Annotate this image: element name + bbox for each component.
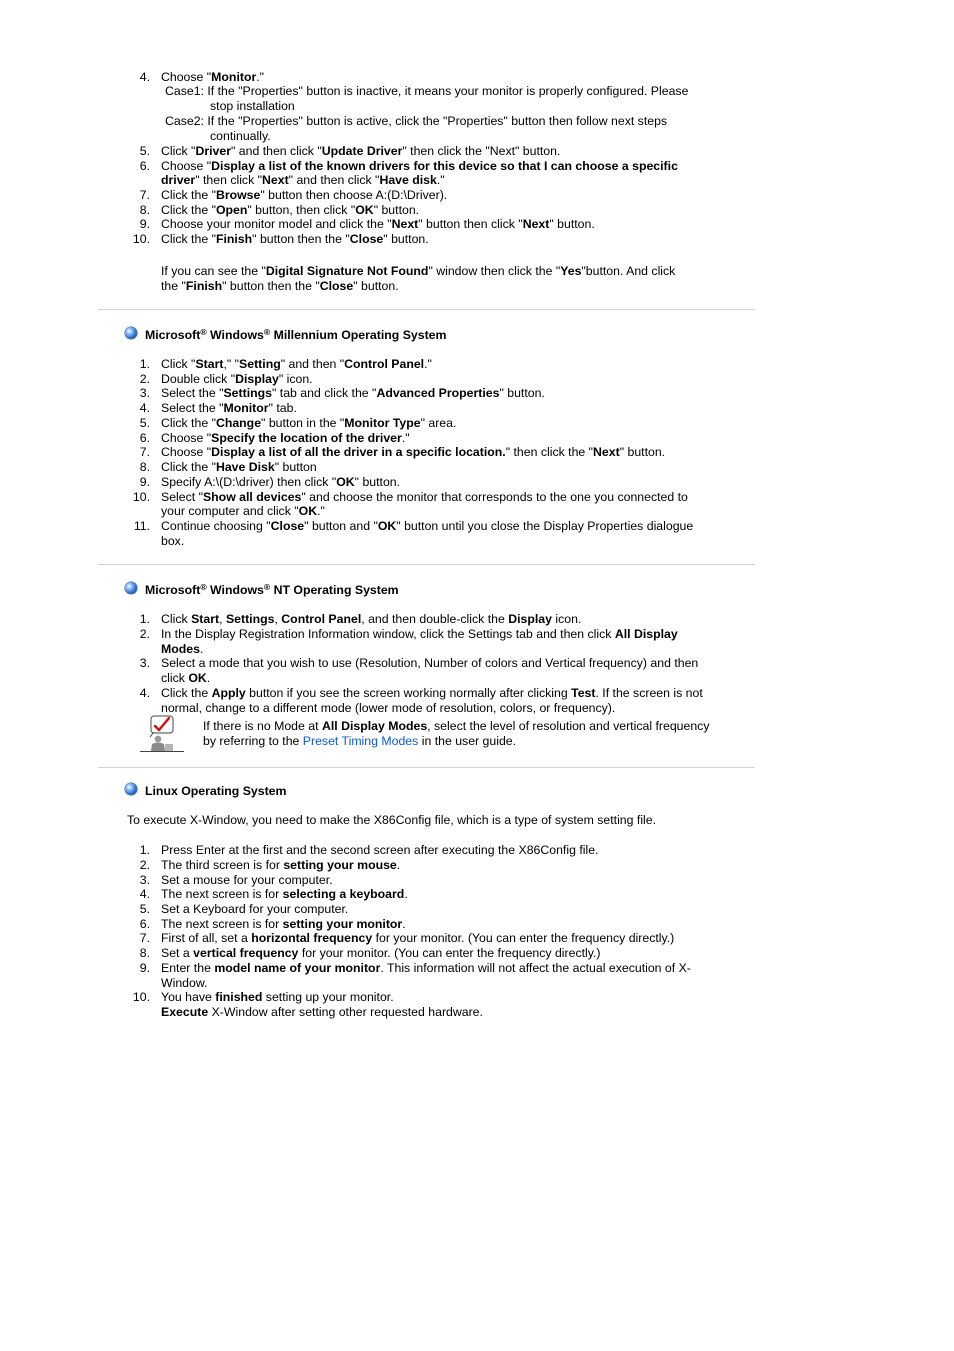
step-text: Window. <box>161 976 208 990</box>
step-text: Case1: If the "Properties" button is inactive, it means your monitor is properly configured. Please <box>165 84 689 98</box>
heading-windows-me: Microsoft® Windows® Millennium Operating System <box>145 327 447 342</box>
step-text: Enter the model name of your monitor. This information will not affect the actual execution of X- <box>161 961 691 975</box>
step-text: Click the "Change" button in the "Monitor Type" area. <box>161 416 457 430</box>
step-number: 8. <box>139 946 150 960</box>
step-text: Click the Apply button if you see the screen working normally after clicking Test. If the screen is not <box>161 686 703 700</box>
step-text: Click the "Open" button, then click "OK" button. <box>161 203 420 217</box>
step-number: 7. <box>139 445 150 459</box>
step-text: Double click "Display" icon. <box>161 372 313 386</box>
step-text: Click the "Finish" button then the "Close" button. <box>161 232 429 246</box>
step-number: 4. <box>139 70 150 84</box>
step-number: 3. <box>139 386 150 400</box>
step-text: Set a Keyboard for your computer. <box>161 902 349 916</box>
step-number: 10. <box>132 490 150 504</box>
step-number: 4. <box>139 686 150 700</box>
heading-windows-nt: Microsoft® Windows® NT Operating System <box>145 582 399 597</box>
preset-timing-modes-link[interactable]: Preset Timing Modes <box>302 734 419 748</box>
step-text: stop installation <box>210 99 295 113</box>
step-number: 6. <box>139 431 150 445</box>
note-line: If there is no Mode at All Display Modes, select the level of resolution and vertical frequency <box>203 719 710 733</box>
step-number: 2. <box>139 372 150 386</box>
step-number: 4. <box>139 887 150 901</box>
step-number: 5. <box>139 416 150 430</box>
step-number: 11. <box>133 519 150 533</box>
step-number: 10. <box>132 990 150 1004</box>
step-text: Select "Show all devices" and choose the monitor that corresponds to the one you connected to <box>161 490 688 504</box>
step-number: 6. <box>139 159 150 173</box>
step-number: 7. <box>139 188 150 202</box>
step-text: Select the "Settings" tab and click the "Advanced Properties" button. <box>161 386 545 400</box>
bullet-icon <box>125 582 137 594</box>
step-text: Specify A:\(D:\driver) then click "OK" button. <box>161 475 401 489</box>
step-number: 4. <box>139 401 150 415</box>
step-text: In the Display Registration Information window, click the Settings tab and then click All Display <box>161 627 678 641</box>
step-number: 1. <box>139 357 150 371</box>
step-number: 3. <box>139 656 150 670</box>
heading-linux: Linux Operating System <box>145 784 287 798</box>
step-text: Modes. <box>161 642 204 656</box>
step-number: 1. <box>139 843 150 857</box>
step-text: Click "Driver" and then click "Update Driver" then click the "Next" button. <box>161 144 561 158</box>
step-number: 8. <box>139 203 150 217</box>
linux-intro: To execute X-Window, you need to make the X86Config file, which is a type of system setting file. <box>127 813 657 827</box>
note-text <box>203 719 709 749</box>
step-text: Click the "Browse" button then choose A:(D:\Driver). <box>161 188 448 202</box>
step-text: You have finished setting up your monitor. <box>161 990 394 1004</box>
step-number: 3. <box>139 873 150 887</box>
step-number: 2. <box>139 627 150 641</box>
step-text: Choose your monitor model and click the "Next" button then click "Next" button. <box>161 217 595 231</box>
step-text: Choose "Display a list of the known drivers for this device so that I can choose a specific <box>161 159 678 173</box>
step-text: Select the "Monitor" tab. <box>161 401 297 415</box>
bullet-icon <box>125 327 137 339</box>
step-text: Click "Start," "Setting" and then "Control Panel." <box>161 357 432 371</box>
step-text: The next screen is for selecting a keyboard. <box>161 887 408 901</box>
step-number: 5. <box>139 902 150 916</box>
step-number: 9. <box>139 961 150 975</box>
step-number: 1. <box>139 612 150 626</box>
step-text: Select a mode that you wish to use (Resolution, Number of colors and Vertical frequency) and then <box>161 656 699 670</box>
step-number: 5. <box>139 144 150 158</box>
note-line: If you can see the "Digital Signature Not Found" window then click the "Yes"button. And click <box>161 264 676 278</box>
step-text: continually. <box>210 129 271 143</box>
step-text: Click the "Have Disk" button <box>161 460 317 474</box>
note-line: by referring to the Preset Timing Modes in the user guide. <box>203 734 517 748</box>
step-text: box. <box>161 534 185 548</box>
step-text: Case2: If the "Properties" button is active, click the "Properties" button then follow next steps <box>165 114 668 128</box>
step-text: The next screen is for setting your monitor. <box>161 917 406 931</box>
step-text: Click Start, Settings, Control Panel, and then double-click the Display icon. <box>161 612 582 626</box>
step-text: normal, change to a different mode (lower mode of resolution, colors, or frequency). <box>161 701 616 715</box>
step-text: The third screen is for setting your mouse. <box>161 858 401 872</box>
step-text: Execute X-Window after setting other requested hardware. <box>161 1005 483 1019</box>
step-text: Choose "Specify the location of the driver." <box>161 431 410 445</box>
bullet-icon <box>125 783 137 795</box>
step-number: 9. <box>139 475 150 489</box>
step-text: Set a vertical frequency for your monitor. (You can enter the frequency directly.) <box>161 946 601 960</box>
step-text: Choose "Monitor." <box>161 70 265 84</box>
step-number: 10. <box>132 232 150 246</box>
step-number: 9. <box>139 217 150 231</box>
note-checkmark-icon <box>139 715 185 753</box>
divider <box>98 767 755 768</box>
step-number: 7. <box>139 931 150 945</box>
step-text: driver" then click "Next" and then click "Have disk." <box>161 173 445 187</box>
step-text: your computer and click "OK." <box>161 504 325 518</box>
step-text: Set a mouse for your computer. <box>161 873 333 887</box>
step-number: 8. <box>139 460 150 474</box>
step-text: First of all, set a horizontal frequency for your monitor. (You can enter the frequency directly.) <box>161 931 675 945</box>
divider <box>98 564 755 565</box>
step-text: Choose "Display a list of all the driver in a specific location." then click the "Next" button. <box>161 445 666 459</box>
step-text: click OK. <box>161 671 211 685</box>
divider <box>98 309 755 310</box>
step-text: Continue choosing "Close" button and "OK" button until you close the Display Properties dialogue <box>161 519 694 533</box>
step-text: Press Enter at the first and the second screen after executing the X86Config file. <box>161 843 599 857</box>
step-number: 2. <box>139 858 150 872</box>
note-line: the "Finish" button then the "Close" button. <box>161 279 399 293</box>
step-number: 6. <box>139 917 150 931</box>
